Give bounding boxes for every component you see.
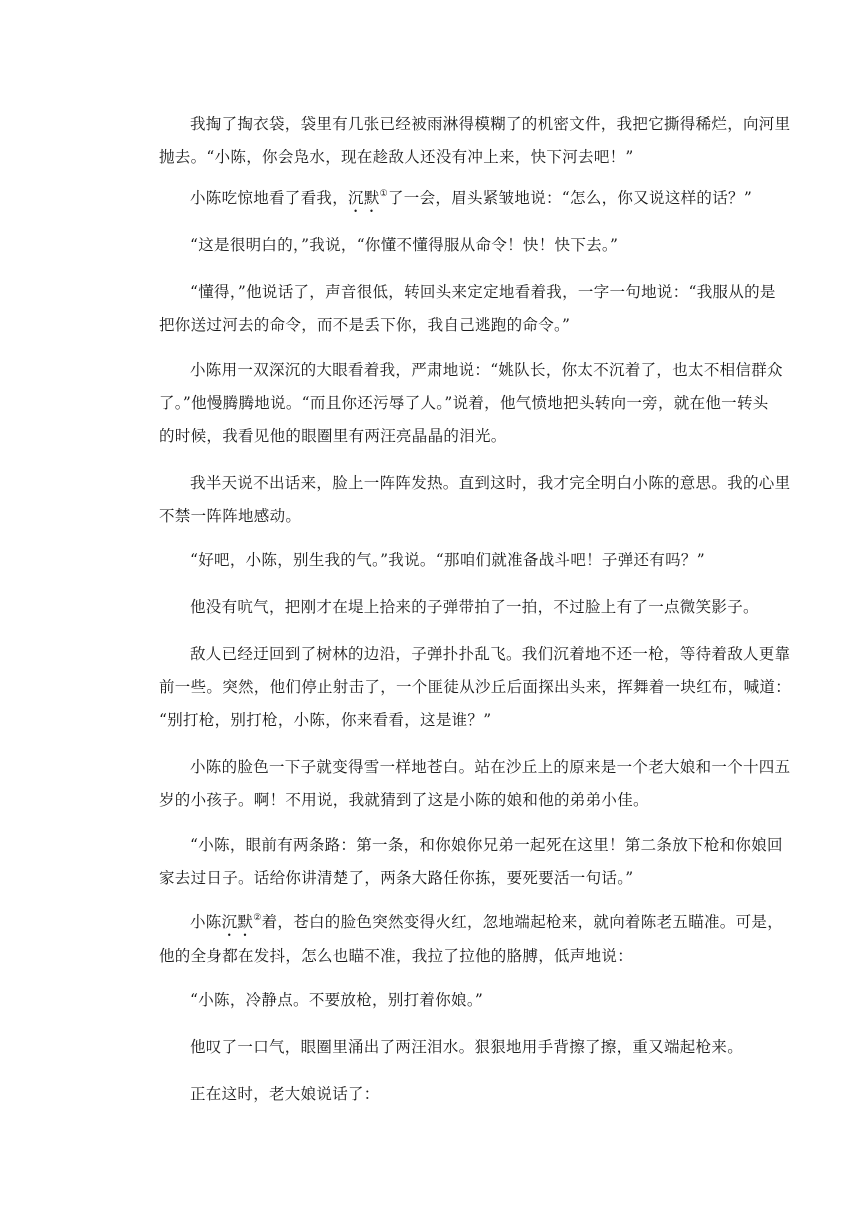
paragraph-11	[128, 829, 783, 895]
text-line: 抛去。“小陈，你会凫水，现在趁敌人还没有冲上来，快下河去吧！”	[159, 148, 634, 166]
text-line: 他的全身都在发抖，怎么也瞄不准，我拉了拉他的胳膊，低声地说：	[159, 947, 634, 965]
text-line: 把你送过河去的命令，而不是丢下你，我自己逃跑的命令。”	[159, 316, 571, 334]
emphasized-word: 沉默	[221, 913, 254, 931]
text-run: 小陈	[190, 913, 222, 931]
text-line: “这是很明白的，”我说，“你懂不懂得服从命令！快！快下去。”	[190, 236, 619, 254]
text-line: “别打枪，别打枪，小陈，你来看看，这是谁？”	[159, 711, 492, 729]
footnote-marker: ①	[379, 189, 388, 199]
text-line: 敌人已经迂回到了树林的边沿，子弹扑扑乱飞。我们沉着地不还一枪，等待着敌人更靠	[190, 645, 791, 663]
paragraph-6	[128, 467, 791, 533]
text-run: 着，苍白的脸色突然变得火红，忽地端起枪来，就向着陈老五瞄准。可是，	[261, 913, 783, 931]
text-line: 小陈用一双深沉的大眼看着我，严肃地说：“姚队长，你太不沉着了，也太不相信群众	[190, 361, 783, 379]
text-line: “小陈，冷静点。不要放枪，别打着你娘。”	[190, 991, 484, 1009]
text-line: 小陈的脸色一下子就变得雪一样地苍白。站在沙丘上的原来是一个老大娘和一个十四五	[190, 758, 791, 776]
text-line: “小陈，眼前有两条路：第一条，和你娘你兄弟一起死在这里！第二条放下枪和你娘回	[190, 836, 783, 854]
text-line	[128, 906, 783, 940]
paragraph-2	[128, 182, 753, 216]
text-line	[128, 182, 753, 216]
footnote-marker: ②	[253, 913, 262, 923]
text-line: 他没有吭气，把刚才在堤上拾来的子弹带拍了一拍，不过脸上有了一点微笑影子。	[190, 598, 759, 616]
paragraph-15	[128, 1078, 736, 1111]
text-line: 正在这时，老大娘说话了：	[190, 1085, 380, 1103]
text-line: “好吧，小陈，别生我的气。”我说。“那咱们就准备战斗吧！子弹还有吗？”	[190, 551, 705, 569]
text-line: 他叹了一口气，眼圈里涌出了两汪泪水。狠狠地用手背擦了擦，重又端起枪来。	[190, 1038, 744, 1056]
text-line: 不禁一阵阵地感动。	[159, 507, 302, 525]
paragraph-12	[128, 906, 783, 973]
text-run: 小陈吃惊地看了看我，	[190, 189, 349, 207]
paragraph-5	[128, 354, 783, 453]
paragraph-9	[128, 638, 792, 737]
text-line: 前一些。突然，他们停止射击了，一个匪徒从沙丘后面探出头来，挥舞着一块红布，喊道：	[159, 678, 792, 696]
text-line: 我半天说不出话来，脸上一阵阵发热。直到这时，我才完全明白小陈的意思。我的心里	[190, 474, 791, 492]
emphasized-word: 沉默	[348, 189, 380, 207]
paragraph-7	[128, 544, 736, 577]
text-line: 的时候，我看见他的眼圈里有两汪亮晶晶的泪光。	[159, 427, 507, 445]
text-line: 岁的小孩子。啊！不用说，我就猜到了这是小陈的娘和他的弟弟小佳。	[159, 791, 649, 809]
paragraph-13	[128, 984, 736, 1017]
text-line: 我掏了掏衣袋，袋里有几张已经被雨淋得模糊了的机密文件，我把它撕得稀烂，向河里	[190, 115, 791, 133]
paragraph-10	[128, 751, 791, 817]
text-line: 了。”他慢腾腾地说。“而且你还污辱了人。”说着，他气愤地把头转向一旁，就在他一转头	[159, 394, 769, 412]
text-run: 了一会，眉头紧皱地说：“怎么，你又说这样的话？”	[388, 189, 753, 207]
text-line: “懂得，”他说话了，声音很低，转回头来定定地看着我，一字一句地说：“我服从的是	[190, 283, 776, 301]
paragraph-4	[128, 276, 776, 342]
paragraph-1	[128, 108, 791, 174]
paragraph-8	[128, 591, 759, 624]
paragraph-14	[128, 1031, 744, 1064]
paragraph-3	[128, 229, 736, 262]
text-line: 家去过日子。话给你讲清楚了，两条大路任你拣，要死要活一句话。”	[159, 869, 634, 887]
